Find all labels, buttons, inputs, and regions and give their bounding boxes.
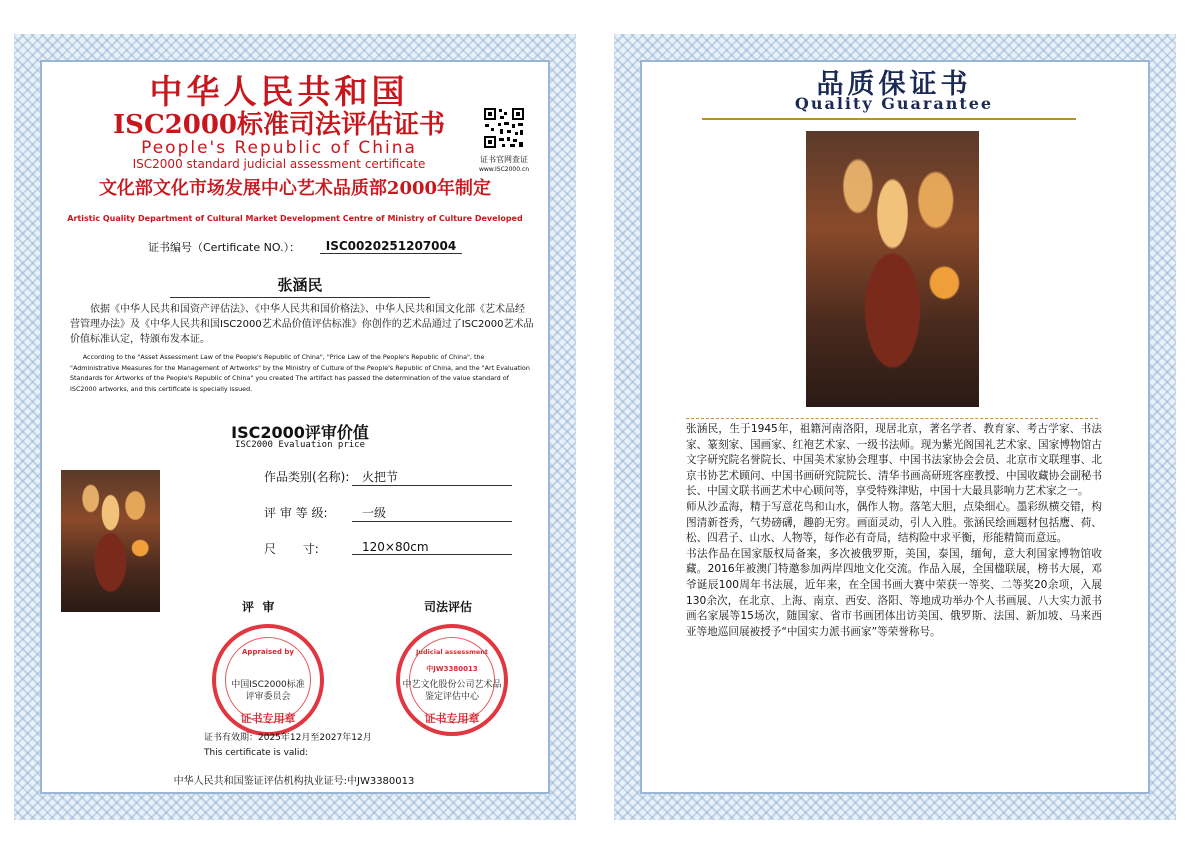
qr-caption-url: www.ISC2000.cn — [478, 166, 530, 173]
judicial-seal-line1: 中艺文化股份公司艺术品 — [402, 680, 502, 690]
field-value-category: 火把节 — [352, 468, 512, 486]
body-cn: 依据《中华人民共和国资产评估法》、《中华人民共和国价格法》、中华人民共和国文化部《艺术品经营管理办法》及《中华人民共和国ISC2000艺术品价值评估标准》你创作的艺术品通过了ISC2000艺术品价值标准认定，特颁布发本证。 — [70, 304, 534, 345]
bio-paragraph: 张涵民，生于1945年，祖籍河南洛阳，现居北京，著名学者、教育家、考古学家、书法家、篆刻家、国画家、红袍艺术家、一级书法师。现为紫光阁国礼艺术家、国家博物馆古文字研究院名誉院长、中国美术家协会理事、中国书法家协会会员、北京市文联理事、北京书协艺术顾问、中国书画研究院院长、清华书画高研班客座教授、中国收藏协会副秘书长、中国文联书画艺术中心顾问等，享受特殊津贴，中国十大最具影响力艺术家之一。 — [686, 423, 1102, 498]
review-seal-bottom: 证书专用章 — [240, 712, 296, 725]
eval-title-cn: ISC2000评审价值 — [231, 423, 369, 442]
bio-divider — [686, 418, 1098, 419]
review-seal-line1: 中国ISC2000标准 — [231, 680, 305, 690]
artwork-image — [806, 131, 979, 407]
qr-code-icon — [482, 106, 526, 150]
title-isc-cn: ISC2000标准司法评估证书 — [113, 110, 445, 140]
review-seal-line2: 评审委员会 — [245, 692, 291, 702]
title-prc-en: People's Republic of China — [141, 138, 417, 158]
title-divider — [702, 118, 1076, 120]
cert-no-label: 证书编号（Certificate NO.）： — [148, 241, 301, 254]
certificate-left — [14, 34, 576, 820]
cert-no-value: ISC0020251207004 — [320, 239, 462, 254]
review-seal-top: Appraised by — [242, 648, 294, 656]
judicial-label: 司法评估 — [424, 600, 473, 614]
field-label-grade: 评 审 等 级: — [264, 506, 328, 520]
artist-bio — [686, 422, 1102, 640]
subtitle-en: ISC2000 standard judicial assessment certificate — [132, 157, 426, 171]
judicial-seal-bottom: 证书专用章 — [424, 712, 480, 725]
eval-title-en: ISC2000 Evaluation price — [234, 440, 366, 450]
judicial-seal-line2: 鉴定评估中心 — [424, 692, 479, 702]
bio-paragraph: 师从沙孟海，精于写意花鸟和山水，偶作人物。落笔大胆，点染细心。墨彩纵横交错，构图清新苍秀，气势磅礴，趣韵无穷。画面灵动，引人入胜。张涵民绘画题材包括鹰、荷、松、四君子、山水、人物等，每作必有奇局，结构险中求平衡，形能精简而意远。 — [686, 500, 1102, 545]
quality-title-en: Quality Guarantee — [794, 94, 994, 113]
body-en: According to the "Asset Assessment Law of the People's Republic of China", "Price Law of the People's Republic of China", the "Administrative Measures for the Management of Artworks" by the Ministry of Culture of the People's Republic of China, and the "Art Evaluation Standards for Artworks of the People's Republic of China" you created The artifact has passed the determination of the value standard of ISC2000 artworks, and this certificate is specially issued. — [70, 353, 530, 393]
qr-caption-cn: 证书官网查证 — [480, 155, 528, 164]
validity-cn: 证书有效期：2025年12月至2027年12月 — [204, 733, 372, 743]
issuer-en: Artistic Quality Department of Cultural Market Development Centre of Ministry of Culture Developed — [67, 214, 523, 223]
judicial-seal-code: 中JW3380013 — [426, 665, 478, 673]
quality-title-cn: 品质保证书 — [816, 69, 972, 100]
field-label-size: 尺 寸: — [264, 542, 319, 556]
field-label-category: 作品类别(名称): — [264, 470, 350, 484]
bio-paragraph: 书法作品在国家版权局备案，多次被俄罗斯，美国，泰国，缅甸，意大利国家博物馆收藏。2016年被澳门特邀参加两岸四地文化交流。作品入展，全国楹联展，榜书大展，邓爷诞辰100周年书法展，近年来，在全国书画大赛中荣获一等奖、二等奖20余项，入展130余次，在北京、上海、南京、西安、洛阳、等地成功举办个人书画展、八大实力派书画名家展等15场次，随国家、省市书画团体出访美国、俄罗斯、法国、新加坡、马来西亚等地巡回展被授予“中国实力派书画家”等荣誉称号。 — [686, 547, 1102, 638]
judicial-seal-top: Judicial assessment — [415, 648, 489, 656]
issuer-cn: 文化部文化市场发展中心艺术品质部2000年制定 — [98, 178, 492, 199]
license-number: 中华人民共和国鉴证评估机构执业证号:中JW3380013 — [173, 776, 415, 787]
artwork-thumbnail — [61, 470, 160, 612]
validity-en: This certificate is valid: — [204, 748, 309, 758]
title-prc-cn: 中华人民共和国 — [149, 72, 409, 111]
certificate-right — [614, 34, 1176, 820]
review-label: 评 审 — [242, 600, 275, 614]
artist-name: 张涵民 — [170, 274, 430, 298]
field-value-grade: 一级 — [352, 504, 512, 522]
field-value-size: 120×80cm — [352, 540, 512, 555]
